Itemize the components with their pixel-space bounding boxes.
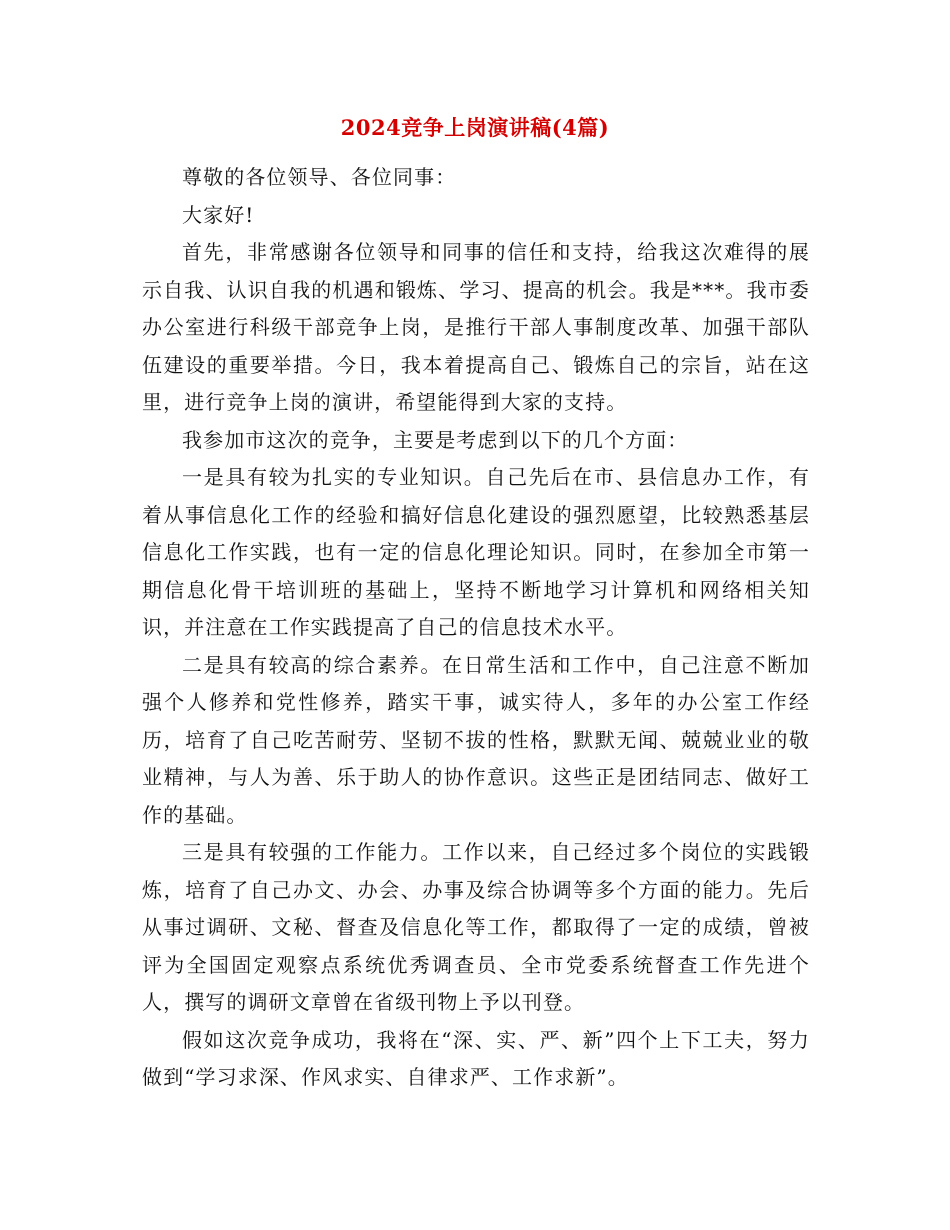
salutation-paragraph: 尊敬的各位领导、各位同事： <box>182 165 457 189</box>
intro-paragraph: 首先，非常感谢各位领导和同事的信任和支持，给我这次难得的展示自我、认识自我的机遇和锻炼、学习、提高的机会。我是***。我市委办公室进行科级干部竞争上岗，是推行干部人事制度改革、加强干部队伍建设的重要举措。今日，我本着提高自己、锻炼自己的宗旨，站在这里，进行竞争上岗的演讲，希望能得到大家的支持。 <box>142 240 810 414</box>
reason-one-paragraph: 一是具有较为扎实的专业知识。自己先后在市、县信息办工作，有着从事信息化工作的经验和搞好信息化建设的强烈愿望，比较熟悉基层信息化工作实践，也有一定的信息化理论知识。同时，在参加全市第一期信息化骨干培训班的基础上，坚持不断地学习计算机和网络相关知识，并注意在工作实践提高了自己的信息技术水平。 <box>142 465 810 639</box>
document-body <box>142 159 810 1097</box>
document-title: 2024竞争上岗演讲稿(4篇) <box>340 115 610 140</box>
reason-three-paragraph: 三是具有较强的工作能力。工作以来，自己经过多个岗位的实践锻炼，培育了自己办文、办会、办事及综合协调等多个方面的能力。先后从事过调研、文秘、督查及信息化等工作，都取得了一定的成绩，曾被评为全国固定观察点系统优秀调查员、全市党委系统督查工作先进个人，撰写的调研文章曾在省级刊物上予以刊登。 <box>142 840 810 1014</box>
greeting-paragraph: 大家好! <box>182 202 255 227</box>
commitment-paragraph: 假如这次竞争成功，我将在“深、实、严、新”四个上下工夫，努力做到“学习求深、作风求实、自律求严、工作求新”。 <box>142 1027 810 1089</box>
reason-two-paragraph: 二是具有较高的综合素养。在日常生活和工作中，自己注意不断加强个人修养和党性修养，踏实干事，诚实待人，多年的办公室工作经历，培育了自己吃苦耐劳、坚韧不拔的性格，默默无闻、兢兢业业的敬业精神，与人为善、乐于助人的协作意识。这些正是团结同志、做好工作的基础。 <box>142 652 810 827</box>
reasons-lead-paragraph: 我参加市这次的竞争，主要是考虑到以下的几个方面： <box>182 427 689 452</box>
